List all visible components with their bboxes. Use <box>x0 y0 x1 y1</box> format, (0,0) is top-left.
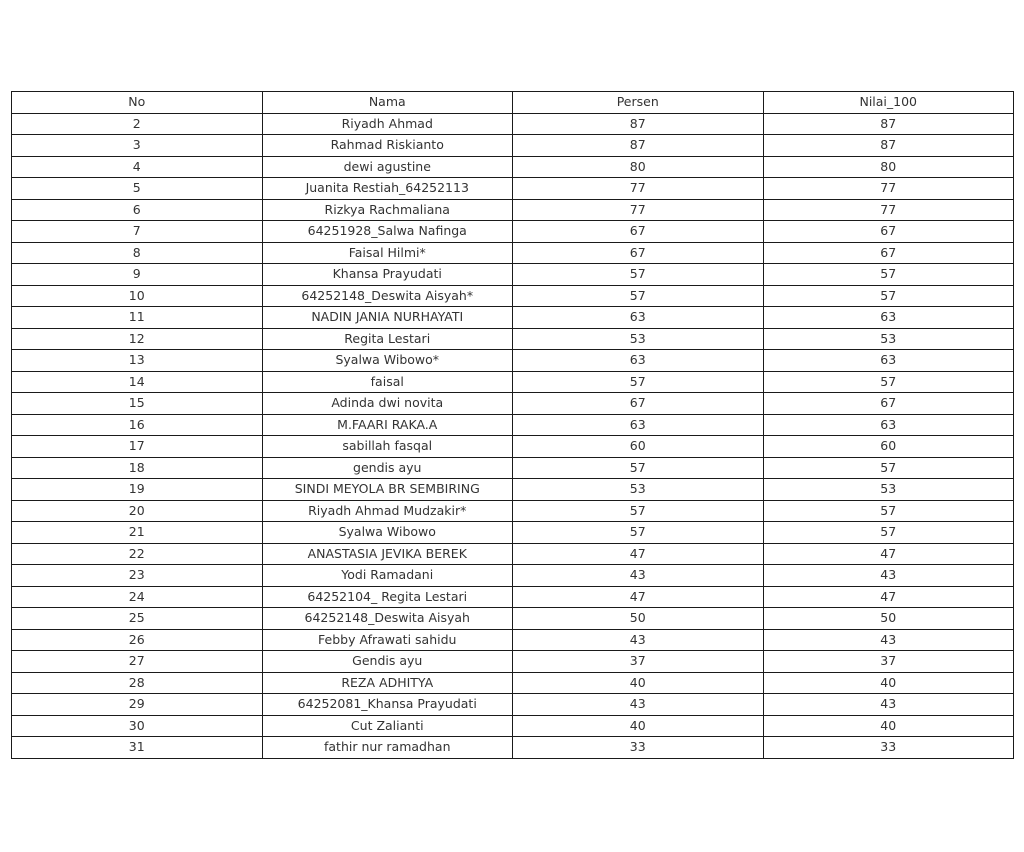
cell-nilai-100: 87 <box>763 135 1014 157</box>
cell-persen: 43 <box>513 565 764 587</box>
column-header-persen: Persen <box>513 92 764 114</box>
table-row <box>12 694 1014 716</box>
cell-nama: NADIN JANIA NURHAYATI <box>262 307 513 329</box>
cell-nilai-100: 57 <box>763 457 1014 479</box>
table-row <box>12 328 1014 350</box>
cell-persen: 77 <box>513 199 764 221</box>
column-header-nilai-100: Nilai_100 <box>763 92 1014 114</box>
cell-nama: dewi agustine <box>262 156 513 178</box>
cell-nama: Juanita Restiah_64252113 <box>262 178 513 200</box>
cell-nama: Regita Lestari <box>262 328 513 350</box>
cell-no: 30 <box>12 715 263 737</box>
cell-nama: 64251928_Salwa Nafinga <box>262 221 513 243</box>
table-row <box>12 586 1014 608</box>
cell-nilai-100: 67 <box>763 221 1014 243</box>
cell-no: 11 <box>12 307 263 329</box>
cell-nilai-100: 60 <box>763 436 1014 458</box>
cell-nama: Syalwa Wibowo* <box>262 350 513 372</box>
table-row <box>12 522 1014 544</box>
cell-persen: 63 <box>513 414 764 436</box>
table-row <box>12 242 1014 264</box>
table-row <box>12 178 1014 200</box>
cell-no: 29 <box>12 694 263 716</box>
table-row <box>12 264 1014 286</box>
cell-nilai-100: 43 <box>763 629 1014 651</box>
cell-persen: 53 <box>513 479 764 501</box>
cell-no: 9 <box>12 264 263 286</box>
table-row <box>12 393 1014 415</box>
cell-persen: 67 <box>513 393 764 415</box>
cell-persen: 60 <box>513 436 764 458</box>
cell-nama: Febby Afrawati sahidu <box>262 629 513 651</box>
cell-nilai-100: 43 <box>763 565 1014 587</box>
table-row <box>12 350 1014 372</box>
cell-nilai-100: 63 <box>763 350 1014 372</box>
table-row <box>12 565 1014 587</box>
cell-nama: 64252148_Deswita Aisyah* <box>262 285 513 307</box>
cell-no: 8 <box>12 242 263 264</box>
cell-nama: Syalwa Wibowo <box>262 522 513 544</box>
cell-nilai-100: 63 <box>763 414 1014 436</box>
cell-no: 16 <box>12 414 263 436</box>
cell-persen: 77 <box>513 178 764 200</box>
table-row <box>12 737 1014 759</box>
cell-persen: 57 <box>513 500 764 522</box>
cell-nama: Adinda dwi novita <box>262 393 513 415</box>
cell-no: 20 <box>12 500 263 522</box>
cell-nama: ANASTASIA JEVIKA BEREK <box>262 543 513 565</box>
cell-no: 12 <box>12 328 263 350</box>
cell-persen: 50 <box>513 608 764 630</box>
cell-nilai-100: 40 <box>763 715 1014 737</box>
cell-persen: 80 <box>513 156 764 178</box>
cell-no: 24 <box>12 586 263 608</box>
cell-no: 31 <box>12 737 263 759</box>
cell-nama: Cut Zalianti <box>262 715 513 737</box>
table-row <box>12 500 1014 522</box>
cell-nilai-100: 47 <box>763 586 1014 608</box>
cell-nilai-100: 57 <box>763 264 1014 286</box>
cell-no: 3 <box>12 135 263 157</box>
table-row <box>12 479 1014 501</box>
table-row <box>12 135 1014 157</box>
cell-nama: 64252148_Deswita Aisyah <box>262 608 513 630</box>
cell-nilai-100: 53 <box>763 479 1014 501</box>
cell-no: 6 <box>12 199 263 221</box>
cell-nilai-100: 57 <box>763 500 1014 522</box>
cell-persen: 57 <box>513 264 764 286</box>
table-row <box>12 285 1014 307</box>
table-row <box>12 608 1014 630</box>
cell-nilai-100: 53 <box>763 328 1014 350</box>
cell-persen: 57 <box>513 371 764 393</box>
table-row <box>12 457 1014 479</box>
cell-persen: 40 <box>513 715 764 737</box>
cell-persen: 63 <box>513 350 764 372</box>
cell-nama: Riyadh Ahmad <box>262 113 513 135</box>
cell-no: 28 <box>12 672 263 694</box>
cell-nilai-100: 77 <box>763 199 1014 221</box>
cell-nama: sabillah fasqal <box>262 436 513 458</box>
table-row <box>12 414 1014 436</box>
cell-no: 25 <box>12 608 263 630</box>
table-row <box>12 156 1014 178</box>
cell-nama: M.FAARI RAKA.A <box>262 414 513 436</box>
cell-nilai-100: 63 <box>763 307 1014 329</box>
cell-no: 23 <box>12 565 263 587</box>
cell-nama: Khansa Prayudati <box>262 264 513 286</box>
table-row <box>12 672 1014 694</box>
table-row <box>12 651 1014 673</box>
cell-nilai-100: 67 <box>763 393 1014 415</box>
cell-no: 18 <box>12 457 263 479</box>
table-row <box>12 221 1014 243</box>
table-row <box>12 629 1014 651</box>
table-row <box>12 199 1014 221</box>
cell-nilai-100: 40 <box>763 672 1014 694</box>
cell-nama: Yodi Ramadani <box>262 565 513 587</box>
cell-persen: 37 <box>513 651 764 673</box>
cell-persen: 43 <box>513 694 764 716</box>
cell-persen: 53 <box>513 328 764 350</box>
cell-no: 21 <box>12 522 263 544</box>
cell-nama: Rahmad Riskianto <box>262 135 513 157</box>
cell-no: 10 <box>12 285 263 307</box>
cell-persen: 63 <box>513 307 764 329</box>
cell-no: 2 <box>12 113 263 135</box>
table-row <box>12 436 1014 458</box>
cell-nama: Faisal Hilmi* <box>262 242 513 264</box>
cell-nama: gendis ayu <box>262 457 513 479</box>
cell-no: 17 <box>12 436 263 458</box>
cell-no: 15 <box>12 393 263 415</box>
cell-persen: 67 <box>513 221 764 243</box>
cell-persen: 87 <box>513 135 764 157</box>
cell-persen: 67 <box>513 242 764 264</box>
cell-persen: 43 <box>513 629 764 651</box>
cell-nilai-100: 87 <box>763 113 1014 135</box>
table-row <box>12 543 1014 565</box>
cell-nama: Rizkya Rachmaliana <box>262 199 513 221</box>
table-header-row <box>12 92 1014 114</box>
cell-nilai-100: 57 <box>763 371 1014 393</box>
cell-no: 27 <box>12 651 263 673</box>
cell-persen: 33 <box>513 737 764 759</box>
table-row <box>12 715 1014 737</box>
table-body <box>12 113 1014 758</box>
cell-no: 13 <box>12 350 263 372</box>
cell-no: 14 <box>12 371 263 393</box>
cell-no: 7 <box>12 221 263 243</box>
cell-nilai-100: 50 <box>763 608 1014 630</box>
cell-persen: 87 <box>513 113 764 135</box>
cell-persen: 57 <box>513 457 764 479</box>
cell-nilai-100: 47 <box>763 543 1014 565</box>
cell-nama: REZA ADHITYA <box>262 672 513 694</box>
cell-no: 22 <box>12 543 263 565</box>
cell-nilai-100: 57 <box>763 522 1014 544</box>
cell-nilai-100: 67 <box>763 242 1014 264</box>
column-header-no: No <box>12 92 263 114</box>
cell-nama: SINDI MEYOLA BR SEMBIRING <box>262 479 513 501</box>
cell-nama: 64252104_ Regita Lestari <box>262 586 513 608</box>
cell-no: 4 <box>12 156 263 178</box>
cell-nilai-100: 37 <box>763 651 1014 673</box>
cell-no: 26 <box>12 629 263 651</box>
cell-nama: Riyadh Ahmad Mudzakir* <box>262 500 513 522</box>
column-header-nama: Nama <box>262 92 513 114</box>
cell-nilai-100: 80 <box>763 156 1014 178</box>
cell-nama: 64252081_Khansa Prayudati <box>262 694 513 716</box>
cell-persen: 47 <box>513 543 764 565</box>
table-row <box>12 307 1014 329</box>
table-row <box>12 113 1014 135</box>
score-table <box>11 91 1014 759</box>
cell-no: 5 <box>12 178 263 200</box>
cell-nama: Gendis ayu <box>262 651 513 673</box>
cell-nilai-100: 33 <box>763 737 1014 759</box>
cell-nilai-100: 43 <box>763 694 1014 716</box>
cell-nama: faisal <box>262 371 513 393</box>
cell-persen: 40 <box>513 672 764 694</box>
cell-nilai-100: 57 <box>763 285 1014 307</box>
cell-no: 19 <box>12 479 263 501</box>
cell-nilai-100: 77 <box>763 178 1014 200</box>
cell-persen: 47 <box>513 586 764 608</box>
table-row <box>12 371 1014 393</box>
cell-nama: fathir nur ramadhan <box>262 737 513 759</box>
cell-persen: 57 <box>513 522 764 544</box>
cell-persen: 57 <box>513 285 764 307</box>
